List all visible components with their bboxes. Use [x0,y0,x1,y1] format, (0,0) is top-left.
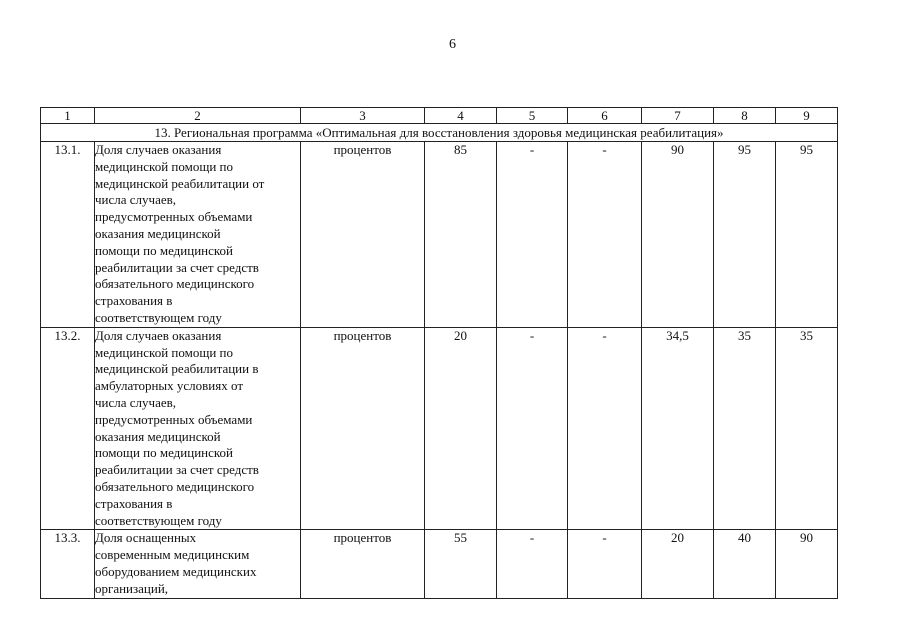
column-header: 1 [41,108,95,124]
table-row [41,142,838,328]
section-title: 13. Региональная программа «Оптимальная для восстановления здоровья медицинская реабилитация» [41,124,838,142]
value-cell: 95 [776,142,838,328]
value-cell: - [497,142,568,328]
column-header: 7 [642,108,714,124]
value-cell: 55 [425,530,497,599]
indicator-name: Доля случаев оказания медицинской помощи по медицинской реабилитации в амбулаторных условиях от числа случаев, предусмотренных объемами оказания медицинской помощи по медицинской реабилитации за счет средств обязательного медицинского страхования в соответствующем году [95,327,301,530]
value-cell: 40 [714,530,776,599]
value-cell: 34,5 [642,327,714,530]
value-cell: 85 [425,142,497,328]
value-cell: - [497,327,568,530]
page-number: 6 [449,37,456,52]
row-number: 13.1. [41,142,95,328]
value-cell: 90 [642,142,714,328]
table-row [41,327,838,530]
column-header: 9 [776,108,838,124]
unit-cell: процентов [301,530,425,599]
unit-cell: процентов [301,142,425,328]
value-cell: 20 [425,327,497,530]
value-cell: - [568,327,642,530]
section-title-row [41,124,838,142]
column-number-row [41,108,838,124]
row-number: 13.3. [41,530,95,599]
column-header: 8 [714,108,776,124]
column-header: 3 [301,108,425,124]
value-cell: 20 [642,530,714,599]
value-cell: - [497,530,568,599]
value-cell: - [568,142,642,328]
row-number: 13.2. [41,327,95,530]
indicator-name: Доля оснащенных современным медицинским оборудованием медицинских организаций, [95,530,301,599]
column-header: 2 [95,108,301,124]
table-row [41,530,838,599]
column-header: 4 [425,108,497,124]
unit-cell: процентов [301,327,425,530]
value-cell: 35 [714,327,776,530]
column-header: 6 [568,108,642,124]
indicator-name: Доля случаев оказания медицинской помощи по медицинской реабилитации от числа случаев, предусмотренных объемами оказания медицинской помощи по медицинской реабилитации за счет средств обязательного медицинского страхования в соответствующем году [95,142,301,328]
value-cell: - [568,530,642,599]
value-cell: 35 [776,327,838,530]
value-cell: 95 [714,142,776,328]
value-cell: 90 [776,530,838,599]
indicators-table [40,107,838,599]
column-header: 5 [497,108,568,124]
